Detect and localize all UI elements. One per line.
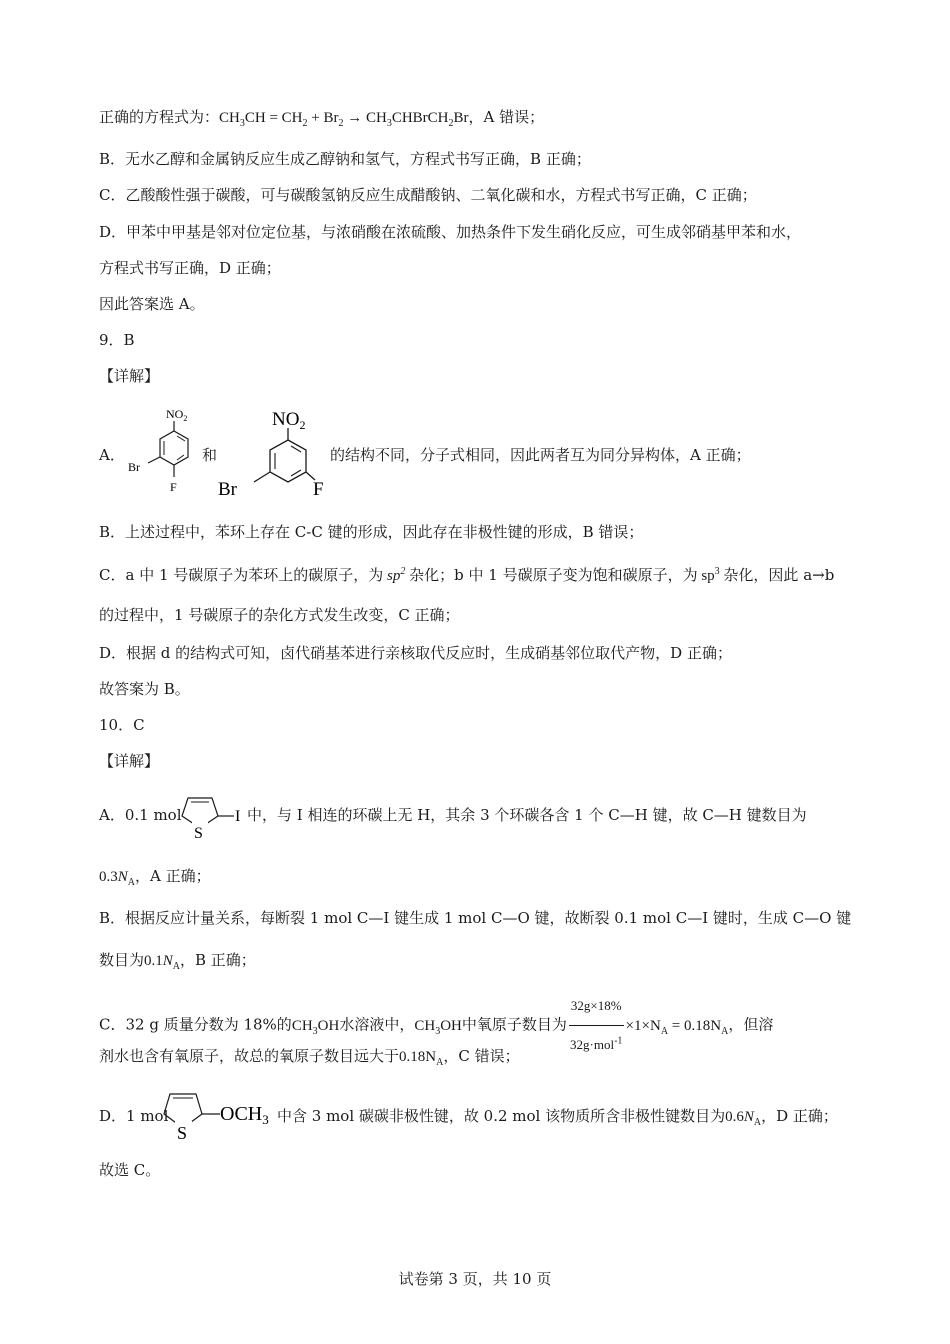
structure-small-nitrobromofluorobenzene — [122, 405, 202, 497]
fluoro-label: F — [170, 480, 177, 494]
bromo-label: Br — [218, 479, 237, 500]
text: 杂化；b 中 1 号碳原子变为饱和碳原子，为 — [409, 566, 698, 584]
text: 水溶液中， — [339, 1015, 415, 1034]
paragraph: D．根据 d 的结构式可知，卤代硝基苯进行亲核取代反应时，生成硝基邻位取代产物，D 正确； — [99, 644, 732, 662]
paragraph: 因此答案选 A。 — [99, 295, 205, 313]
q10-option-d-label: D．1 mol — [99, 1107, 169, 1125]
value-0.1NA: $0.1N_A$ — [144, 953, 181, 972]
equation: $CH_3CH = CH_2 + Br_2$ → $CH_3CHBrCH_2Br$ — [219, 110, 469, 129]
text: ，A 正确； — [135, 867, 211, 885]
paragraph: 方程式书写正确，D 正确； — [99, 259, 281, 277]
formula-methanol: $CH_3OH$ — [414, 1017, 462, 1037]
paragraph: D．甲苯中甲基是邻对位定位基，与浓硝酸在浓硫酸、加热条件下发生硝化反应，可生成邻硝基甲苯和水， — [99, 223, 802, 241]
paragraph — [99, 866, 211, 887]
paragraph — [99, 950, 256, 971]
value-0.3NA: $0.3N_A$ — [99, 869, 135, 888]
equation-line — [99, 107, 544, 128]
iodo-label: I — [235, 808, 241, 825]
nitro-label: $NO_2$ — [166, 407, 188, 423]
sulfur-label: S — [194, 825, 203, 840]
question-answer: 10．C — [99, 716, 145, 734]
text: ，B 正确； — [180, 951, 256, 969]
conjunction: 和 — [202, 446, 218, 464]
text: C．a 中 1 号碳原子为苯环上的碳原子，为 — [99, 566, 384, 584]
text: ，但溶 — [728, 1015, 774, 1034]
paragraph — [99, 565, 834, 586]
text: ，C 错误； — [443, 1047, 520, 1065]
page-footer: 试卷第 3 页，共 10 页 — [398, 1270, 552, 1288]
calculation-result: $\times 1\times N_A = 0.18N_A$ — [625, 1017, 729, 1037]
structure-methoxythiophene — [160, 1084, 280, 1142]
paragraph: 的结构不同，分子式相同，因此两者互为同分异构体，A 正确； — [330, 446, 751, 464]
section-heading: 【详解】 — [99, 752, 160, 770]
value-0.18NA: $0.18N_A$ — [399, 1049, 444, 1068]
text: C．32 g 质量分数为 18%的 — [99, 1015, 292, 1034]
hybridization-sp2: $sp^2$ — [383, 566, 406, 584]
paragraph — [277, 1106, 838, 1127]
text: 中含 3 mol 碳碳非极性键，故 0.2 mol 该物质所含非极性键数目为 — [277, 1107, 726, 1125]
text: 正确的方程式为： — [99, 108, 220, 126]
text: 中氧原子数目为 — [461, 1015, 567, 1034]
text: 剂水也含有氧原子，故总的氧原子数目远大于 — [99, 1047, 400, 1065]
q10-option-a-label: A．0.1 mol — [99, 806, 182, 824]
paragraph: 故选 C。 — [99, 1161, 161, 1179]
formula-methanol: $CH_3OH$ — [291, 1017, 340, 1037]
hybridization-sp3: $sp^3$ — [697, 566, 720, 584]
bromo-label: Br — [128, 460, 140, 474]
text: 数目为 — [99, 951, 145, 969]
methoxy-label: $OCH_3$ — [220, 1103, 269, 1127]
nitro-label: $NO_2$ — [272, 409, 306, 432]
paragraph — [99, 1046, 520, 1067]
paragraph: B．无水乙醇和金属钠反应生成乙醇钠和氢气，方程式书写正确，B 正确； — [99, 150, 591, 168]
benzene-ring-icon — [218, 404, 330, 500]
paragraph: 中，与 I 相连的环碳上无 H，其余 3 个环碳各含 1 个 C—H 键，故 C—H 键数目为 — [247, 806, 807, 824]
paragraph: C．乙酸酸性强于碳酸，可与碳酸氢钠反应生成醋酸钠、二氧化碳和水，方程式书写正确，C 正确； — [99, 186, 757, 204]
section-heading: 【详解】 — [99, 367, 160, 385]
paragraph: B．根据反应计量关系，每断裂 1 mol C—I 键生成 1 mol C—O 键，故断裂 0.1 mol C—I 键时，生成 C—O 键 — [99, 909, 852, 927]
q9-option-a-label: A． — [99, 446, 125, 464]
thiophene-ring-icon — [160, 1084, 280, 1142]
benzene-ring-icon — [122, 405, 202, 497]
paragraph: 故答案为 B。 — [99, 680, 190, 698]
text: 杂化，因此 a→b — [723, 566, 835, 584]
text: ，A 错误； — [468, 108, 545, 126]
value-0.6NA: $0.6N_A$ — [725, 1109, 762, 1128]
paragraph: B．上述过程中，苯环上存在 C-C 键的形成，因此存在非极性键的形成，B 错误； — [99, 523, 644, 541]
structure-large-nitrobromofluorobenzene — [218, 404, 330, 500]
question-answer: 9．B — [99, 331, 135, 349]
sulfur-label: S — [177, 1123, 188, 1142]
text: ，D 正确； — [761, 1107, 838, 1125]
paragraph: 的过程中，1 号碳原子的杂化方式发生改变，C 正确； — [99, 606, 460, 624]
fluoro-label: F — [313, 479, 324, 500]
oxygen-count-fraction: $\frac{32g\times 18\%}{32g\cdot mol^{-1}}$ — [569, 988, 624, 1063]
